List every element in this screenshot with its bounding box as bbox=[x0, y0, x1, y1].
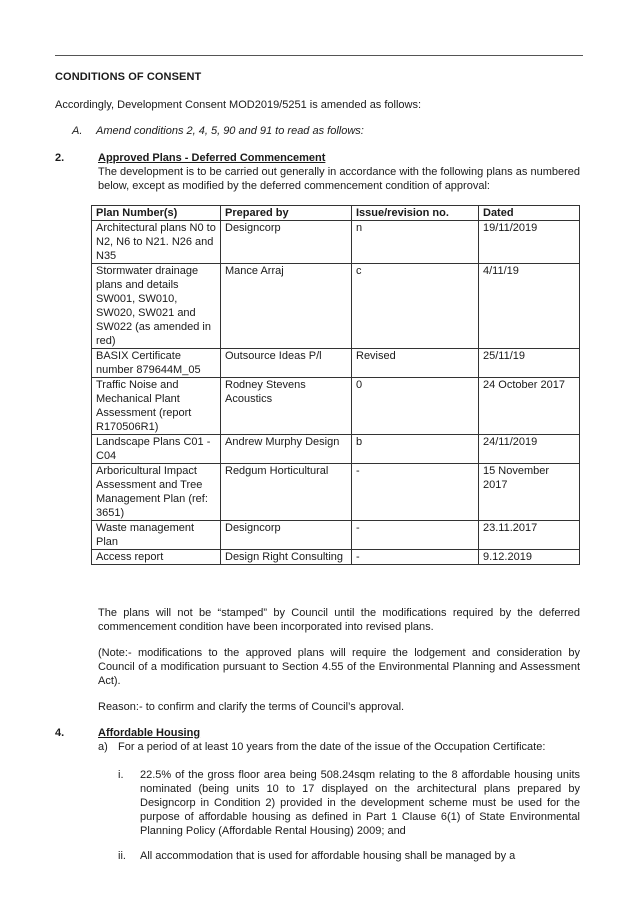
table-cell: Stormwater drainage plans and details SW001, SW010, SW020, SW021 and SW022 (as amended in red) bbox=[92, 264, 221, 349]
table-cell: Access report bbox=[92, 550, 221, 565]
table-cell: 19/11/2019 bbox=[479, 221, 580, 264]
table-row bbox=[92, 221, 580, 264]
table-cell: c bbox=[352, 264, 479, 349]
table-cell: 24/11/2019 bbox=[479, 435, 580, 464]
table-cell: Revised bbox=[352, 349, 479, 378]
table-cell: 15 November 2017 bbox=[479, 464, 580, 521]
intro-text: Accordingly, Development Consent MOD2019/5251 is amended as follows: bbox=[55, 99, 422, 111]
table-cell: Outsource Ideas P/l bbox=[221, 349, 352, 378]
clause-ii-label: ii. bbox=[118, 850, 126, 862]
table-cell: Arboricultural Impact Assessment and Tree Management Plan (ref: 3651) bbox=[92, 464, 221, 521]
table-header-row bbox=[92, 206, 580, 221]
table-row bbox=[92, 550, 580, 565]
header-rule bbox=[55, 55, 583, 56]
column-header: Dated bbox=[479, 206, 580, 221]
table-cell: Mance Arraj bbox=[221, 264, 352, 349]
table-cell: Rodney Stevens Acoustics bbox=[221, 378, 352, 435]
table-row bbox=[92, 521, 580, 550]
table-row bbox=[92, 378, 580, 435]
table-cell: - bbox=[352, 521, 479, 550]
table-cell: b bbox=[352, 435, 479, 464]
table-cell: Design Right Consulting bbox=[221, 550, 352, 565]
sub-clause-a-text: For a period of at least 10 years from the date of the issue of the Occupation Certificate: bbox=[118, 741, 546, 753]
column-header: Issue/revision no. bbox=[352, 206, 479, 221]
page-heading: CONDITIONS OF CONSENT bbox=[55, 71, 202, 83]
column-header: Plan Number(s) bbox=[92, 206, 221, 221]
amendment-text: Amend conditions 2, 4, 5, 90 and 91 to read as follows: bbox=[96, 125, 364, 137]
column-header: Prepared by bbox=[221, 206, 352, 221]
sub-clause-a-label: a) bbox=[98, 741, 108, 753]
amendment-letter: A. bbox=[72, 125, 83, 137]
table-cell: 0 bbox=[352, 378, 479, 435]
section-2-intro: The development is to be carried out generally in accordance with the following plans as numbered below, except as modified by the deferred commencement condition of approval: bbox=[98, 166, 580, 192]
clause-i-label: i. bbox=[118, 769, 124, 781]
table-cell: 24 October 2017 bbox=[479, 378, 580, 435]
table-cell: 25/11/19 bbox=[479, 349, 580, 378]
section-2-number: 2. bbox=[55, 152, 65, 164]
clause-i-text: 22.5% of the gross floor area being 508.24sqm relating to the 8 affordable housing units nominated (being units 10 to 17 displayed on the architectural plans prepared by Designcorp in Condition 2) provided in the development scheme must be used for the purpose of affordable housing as defined in Part 1 Clause 6(1) of State Environmental Planning Policy (Affordable Rental Housing) 2009; and bbox=[140, 769, 580, 837]
section-2-title: Approved Plans - Deferred Commencement bbox=[98, 152, 326, 164]
clause-ii-text: All accommodation that is used for affordable housing shall be managed by a bbox=[140, 850, 516, 862]
sub-clause-a bbox=[98, 740, 545, 754]
table-cell: Redgum Horticultural bbox=[221, 464, 352, 521]
section-4-number: 4. bbox=[55, 727, 65, 739]
table-cell: 9.12.2019 bbox=[479, 550, 580, 565]
table-cell: - bbox=[352, 464, 479, 521]
table-cell: Landscape Plans C01 - C04 bbox=[92, 435, 221, 464]
table-cell: - bbox=[352, 550, 479, 565]
table-row bbox=[92, 435, 580, 464]
table-cell: Traffic Noise and Mechanical Plant Assessment (report R170506R1) bbox=[92, 378, 221, 435]
table-cell: Architectural plans N0 to N2, N6 to N21. N26 and N35 bbox=[92, 221, 221, 264]
table-cell: Waste management Plan bbox=[92, 521, 221, 550]
note-paragraph: (Note:- modifications to the approved plans will require the lodgement and consideration by Council of a modification pursuant to Section 4.55 of the Environmental Planning and Assessment Act). bbox=[98, 647, 580, 687]
approved-plans-table bbox=[91, 205, 580, 565]
table-cell: BASIX Certificate number 879644M_05 bbox=[92, 349, 221, 378]
table-cell: Designcorp bbox=[221, 521, 352, 550]
table-row bbox=[92, 464, 580, 521]
table-cell: n bbox=[352, 221, 479, 264]
stamped-paragraph: The plans will not be “stamped” by Council until the modifications required by the deferred commencement condition have been incorporated into revised plans. bbox=[98, 607, 580, 633]
table-cell: Designcorp bbox=[221, 221, 352, 264]
section-4-title: Affordable Housing bbox=[98, 727, 201, 739]
table-cell: Andrew Murphy Design bbox=[221, 435, 352, 464]
table-row bbox=[92, 264, 580, 349]
amendment-item bbox=[72, 124, 364, 138]
table-cell: 23.11.2017 bbox=[479, 521, 580, 550]
table-row bbox=[92, 349, 580, 378]
table-cell: 4/11/19 bbox=[479, 264, 580, 349]
reason-paragraph: Reason:- to confirm and clarify the terms of Council’s approval. bbox=[98, 701, 405, 713]
